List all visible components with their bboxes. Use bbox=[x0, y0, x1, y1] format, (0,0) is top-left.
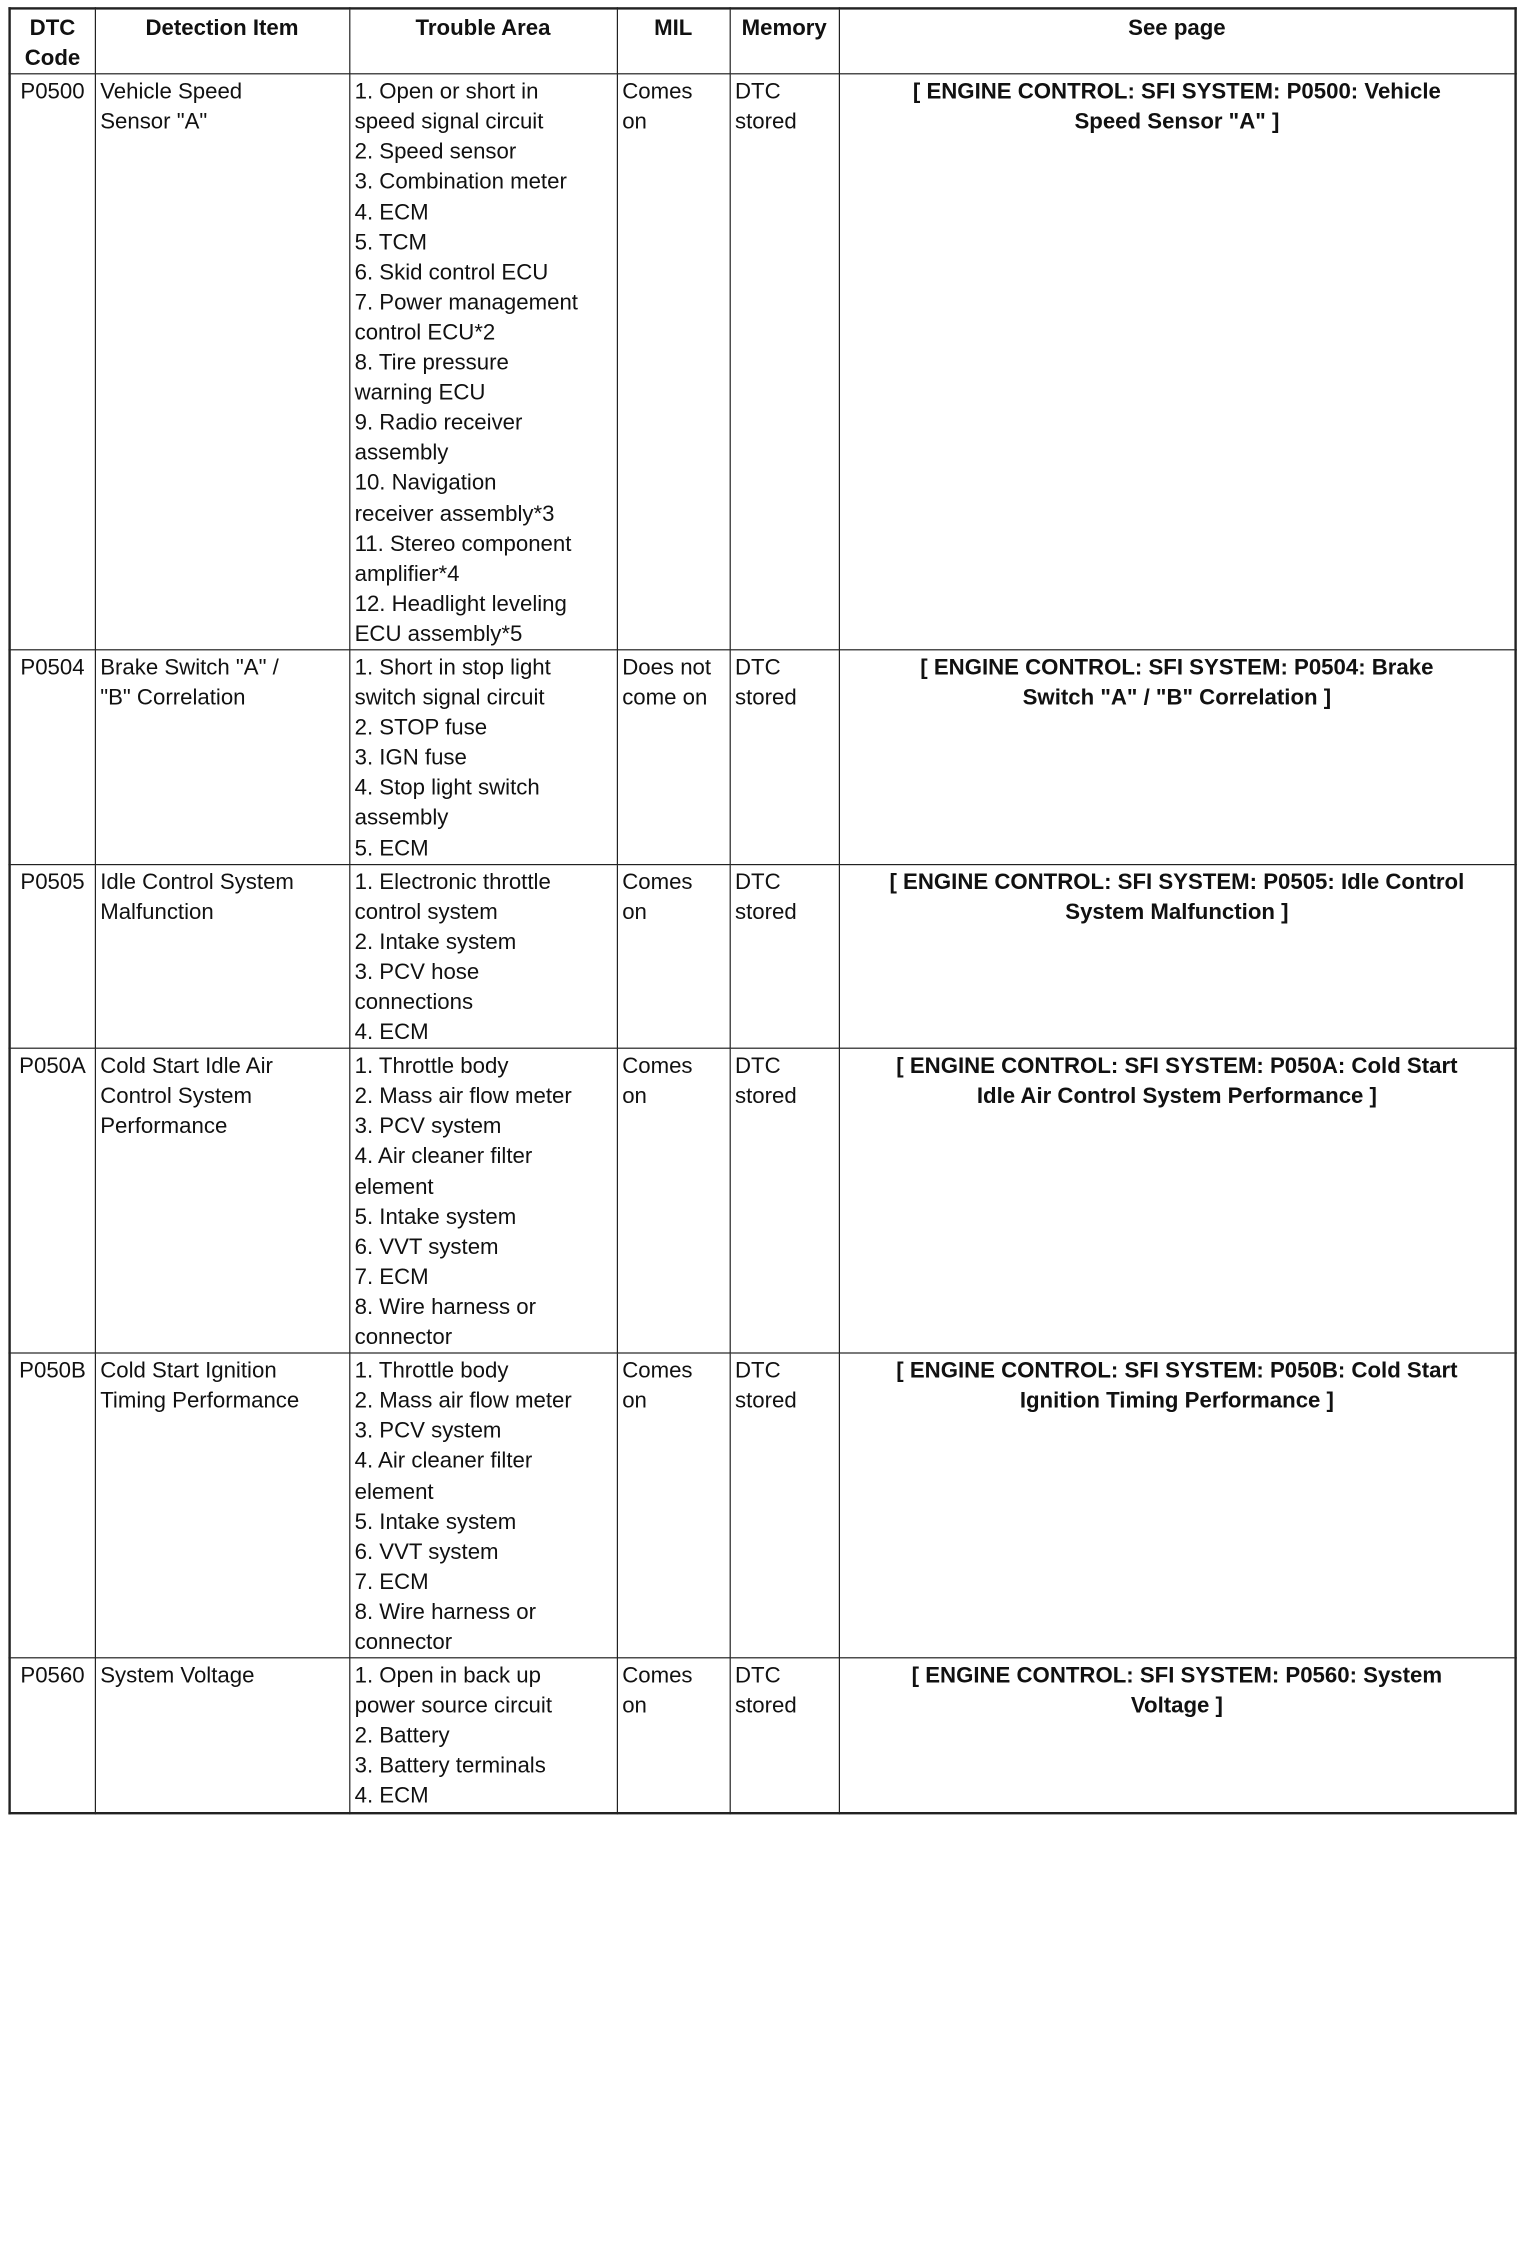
header-dtc-code-line-1: DTC bbox=[29, 14, 76, 40]
trouble-area-cell-line: power source circuit bbox=[354, 1692, 553, 1718]
trouble-area-cell-line: 10. Navigation bbox=[354, 469, 497, 495]
trouble-area-cell-line: 3. PCV system bbox=[354, 1417, 502, 1443]
memory-cell-line: DTC bbox=[735, 78, 781, 104]
dtc-code-cell bbox=[10, 74, 95, 650]
memory-cell-line: stored bbox=[735, 1692, 797, 1718]
trouble-area-cell-line: connector bbox=[354, 1628, 453, 1654]
trouble-area-cell-line: 11. Stereo component bbox=[354, 529, 572, 556]
see-page-link-line: [ ENGINE CONTROL: SFI SYSTEM: P0505: Idle Control bbox=[889, 868, 1465, 894]
detection-item-cell-line: Vehicle Speed bbox=[100, 78, 243, 104]
trouble-area-cell-line: 1. Electronic throttle bbox=[354, 868, 551, 894]
trouble-area-cell-line: 3. Combination meter bbox=[354, 168, 567, 194]
trouble-area-cell-line: amplifier*4 bbox=[354, 560, 460, 586]
memory-cell-line: DTC bbox=[735, 1357, 781, 1383]
see-page-link-line: Switch "A" / "B" Correlation ] bbox=[1022, 684, 1332, 710]
trouble-area-cell-line: 5. TCM bbox=[354, 228, 427, 254]
trouble-area-cell-line: 4. ECM bbox=[354, 1018, 429, 1045]
header-memory: Memory bbox=[730, 8, 839, 74]
trouble-area-cell-line: control system bbox=[354, 898, 498, 924]
table-row bbox=[10, 1048, 1516, 1353]
trouble-area-cell-line: 2. STOP fuse bbox=[354, 714, 488, 740]
trouble-area-cell-line: connector bbox=[354, 1323, 453, 1349]
trouble-area-cell-line: 2. Mass air flow meter bbox=[354, 1387, 572, 1413]
see-page-link-line: Speed Sensor "A" ] bbox=[1074, 108, 1280, 134]
dtc-code-cell bbox=[10, 650, 95, 864]
detection-item-cell-line: Cold Start Idle Air bbox=[100, 1052, 273, 1078]
detection-item-cell-line: Control System bbox=[100, 1082, 252, 1108]
memory-cell bbox=[730, 1658, 839, 1813]
trouble-area-cell-line: 3. PCV system bbox=[354, 1112, 502, 1139]
see-page-link-line: [ ENGINE CONTROL: SFI SYSTEM: P0504: Brake bbox=[920, 653, 1434, 680]
dtc-code-cell-line: P0500 bbox=[20, 78, 85, 104]
trouble-area-cell-line: 4. Air cleaner filter bbox=[354, 1447, 533, 1473]
trouble-area-cell-line: 5. Intake system bbox=[354, 1203, 517, 1229]
see-page-link-line: [ ENGINE CONTROL: SFI SYSTEM: P0560: System bbox=[911, 1662, 1443, 1688]
trouble-area-cell-line: switch signal circuit bbox=[354, 684, 545, 710]
dtc-code-cell bbox=[10, 1353, 95, 1658]
header-detection-item: Detection Item bbox=[95, 8, 349, 74]
detection-item-cell-line: Performance bbox=[100, 1112, 228, 1139]
memory-cell bbox=[730, 864, 839, 1048]
detection-item-cell-line: System Voltage bbox=[100, 1662, 255, 1688]
mil-cell-line: on bbox=[622, 1387, 647, 1413]
trouble-area-cell-line: control ECU*2 bbox=[354, 319, 496, 345]
header-mil: MIL bbox=[617, 8, 730, 74]
detection-item-cell-line: Cold Start Ignition bbox=[100, 1357, 277, 1383]
mil-cell-line: Comes bbox=[622, 1662, 693, 1688]
table-body bbox=[10, 74, 1516, 1813]
see-page-link[interactable] bbox=[839, 1658, 1516, 1813]
trouble-area-cell-line: 8. Wire harness or bbox=[354, 1598, 536, 1624]
memory-cell-line: DTC bbox=[735, 1052, 781, 1078]
mil-cell-line: come on bbox=[622, 684, 708, 710]
see-page-link-line: [ ENGINE CONTROL: SFI SYSTEM: P050A: Cold Start bbox=[896, 1052, 1458, 1078]
memory-cell-line: stored bbox=[735, 684, 797, 710]
detection-item-cell bbox=[95, 864, 349, 1048]
header-dtc-code bbox=[10, 8, 95, 74]
detection-item-cell-line: Timing Performance bbox=[100, 1387, 300, 1413]
memory-cell bbox=[730, 1048, 839, 1353]
trouble-area-cell-line: 6. VVT system bbox=[354, 1538, 499, 1564]
trouble-area-cell bbox=[349, 74, 617, 650]
dtc-code-cell-line: P0560 bbox=[20, 1662, 85, 1688]
dtc-code-cell-line: P050A bbox=[19, 1052, 86, 1078]
trouble-area-cell-line: 6. Skid control ECU bbox=[354, 258, 549, 285]
memory-cell-line: stored bbox=[735, 108, 797, 134]
see-page-link[interactable] bbox=[839, 1353, 1516, 1658]
detection-item-cell-line: "B" Correlation bbox=[100, 684, 246, 710]
trouble-area-cell-line: 8. Wire harness or bbox=[354, 1293, 536, 1319]
trouble-area-cell-line: 3. PCV hose bbox=[354, 958, 480, 984]
trouble-area-cell-line: 4. ECM bbox=[354, 1782, 429, 1808]
trouble-area-cell bbox=[349, 864, 617, 1048]
see-page-link[interactable] bbox=[839, 74, 1516, 650]
trouble-area-cell-line: 5. ECM bbox=[354, 834, 429, 860]
mil-cell bbox=[617, 1048, 730, 1353]
trouble-area-cell-line: 1. Throttle body bbox=[354, 1052, 509, 1078]
trouble-area-cell-line: 5. Intake system bbox=[354, 1507, 517, 1534]
dtc-code-cell-line: P0505 bbox=[20, 868, 85, 894]
see-page-link-line: Voltage ] bbox=[1130, 1692, 1223, 1718]
trouble-area-cell-line: 1. Throttle body bbox=[354, 1357, 509, 1383]
see-page-link-line: [ ENGINE CONTROL: SFI SYSTEM: P0500: Vehicle bbox=[912, 78, 1441, 104]
memory-cell-line: DTC bbox=[735, 868, 781, 894]
detection-item-cell-line: Malfunction bbox=[100, 898, 214, 924]
detection-item-cell bbox=[95, 1048, 349, 1353]
trouble-area-cell-line: 4. Air cleaner filter bbox=[354, 1142, 533, 1169]
trouble-area-cell-line: element bbox=[354, 1477, 434, 1503]
mil-cell-line: on bbox=[622, 1082, 647, 1108]
mil-cell-line: Comes bbox=[622, 868, 693, 894]
trouble-area-cell-line: 2. Speed sensor bbox=[354, 138, 517, 164]
see-page-link-line: Ignition Timing Performance ] bbox=[1019, 1387, 1334, 1413]
dtc-table bbox=[8, 7, 1516, 1814]
mil-cell-line: Comes bbox=[622, 1052, 693, 1078]
trouble-area-cell-line: 3. IGN fuse bbox=[354, 744, 467, 770]
trouble-area-cell-line: 4. ECM bbox=[354, 198, 429, 224]
trouble-area-cell-line: 1. Open or short in bbox=[354, 78, 539, 104]
trouble-area-cell-line: assembly bbox=[354, 804, 449, 830]
table-row bbox=[10, 74, 1516, 650]
detection-item-cell bbox=[95, 74, 349, 650]
memory-cell-line: DTC bbox=[735, 1662, 781, 1688]
detection-item-cell bbox=[95, 1353, 349, 1658]
memory-cell-line: stored bbox=[735, 898, 797, 924]
memory-cell bbox=[730, 1353, 839, 1658]
trouble-area-cell-line: 2. Mass air flow meter bbox=[354, 1082, 572, 1108]
table-row bbox=[10, 1658, 1516, 1813]
trouble-area-cell-line: 4. Stop light switch bbox=[354, 774, 540, 800]
see-page-link-line: [ ENGINE CONTROL: SFI SYSTEM: P050B: Cold Start bbox=[896, 1357, 1458, 1383]
dtc-code-cell-line: P050B bbox=[19, 1357, 86, 1383]
memory-cell bbox=[730, 650, 839, 864]
trouble-area-cell-line: 8. Tire pressure bbox=[354, 349, 509, 375]
see-page-link[interactable] bbox=[839, 1048, 1516, 1353]
mil-cell-line: on bbox=[622, 898, 647, 924]
trouble-area-cell-line: 7. ECM bbox=[354, 1568, 429, 1594]
mil-cell-line: Comes bbox=[622, 1357, 693, 1383]
trouble-area-cell-line: speed signal circuit bbox=[354, 108, 544, 134]
table-row bbox=[10, 1353, 1516, 1658]
trouble-area-cell bbox=[349, 1353, 617, 1658]
header-row bbox=[10, 8, 1516, 74]
see-page-link[interactable] bbox=[839, 650, 1516, 864]
see-page-link-line: System Malfunction ] bbox=[1065, 898, 1289, 924]
mil-cell bbox=[617, 650, 730, 864]
detection-item-cell bbox=[95, 650, 349, 864]
mil-cell bbox=[617, 1658, 730, 1813]
trouble-area-cell-line: warning ECU bbox=[354, 379, 486, 405]
header-trouble-area: Trouble Area bbox=[349, 8, 617, 74]
table-row bbox=[10, 650, 1516, 864]
trouble-area-cell-line: 1. Open in back up bbox=[354, 1662, 541, 1688]
trouble-area-cell-line: 12. Headlight leveling bbox=[354, 590, 567, 616]
table-row bbox=[10, 864, 1516, 1048]
detection-item-cell-line: Brake Switch "A" / bbox=[100, 653, 279, 680]
trouble-area-cell-line: connections bbox=[354, 988, 474, 1015]
trouble-area-cell bbox=[349, 650, 617, 864]
mil-cell-line: Does not bbox=[622, 653, 712, 680]
memory-cell-line: stored bbox=[735, 1082, 797, 1108]
trouble-area-cell-line: 2. Intake system bbox=[354, 928, 517, 954]
mil-cell-line: on bbox=[622, 1692, 647, 1718]
header-dtc-code-line-2: Code bbox=[24, 44, 81, 70]
trouble-area-cell-line: ECU assembly*5 bbox=[354, 620, 523, 646]
table-header bbox=[10, 8, 1516, 74]
mil-cell-line: on bbox=[622, 108, 647, 134]
dtc-code-cell bbox=[10, 1048, 95, 1353]
trouble-area-cell-line: 7. Power management bbox=[354, 289, 578, 315]
memory-cell bbox=[730, 74, 839, 650]
memory-cell-line: DTC bbox=[735, 653, 781, 680]
dtc-code-cell bbox=[10, 1658, 95, 1813]
mil-cell bbox=[617, 864, 730, 1048]
mil-cell bbox=[617, 1353, 730, 1658]
trouble-area-cell bbox=[349, 1048, 617, 1353]
trouble-area-cell-line: 2. Battery bbox=[354, 1722, 450, 1748]
header-see-page: See page bbox=[839, 8, 1516, 74]
dtc-code-cell bbox=[10, 864, 95, 1048]
trouble-area-cell-line: 3. Battery terminals bbox=[354, 1752, 546, 1778]
memory-cell-line: stored bbox=[735, 1387, 797, 1413]
trouble-area-cell-line: receiver assembly*3 bbox=[354, 499, 555, 525]
see-page-link[interactable] bbox=[839, 864, 1516, 1048]
detection-item-cell-line: Idle Control System bbox=[100, 868, 294, 894]
trouble-area-cell-line: element bbox=[354, 1173, 434, 1199]
trouble-area-cell-line: 1. Short in stop light bbox=[354, 653, 551, 680]
detection-item-cell-line: Sensor "A" bbox=[100, 108, 208, 134]
see-page-link-line: Idle Air Control System Performance ] bbox=[976, 1082, 1377, 1108]
trouble-area-cell-line: 9. Radio receiver bbox=[354, 409, 523, 435]
mil-cell bbox=[617, 74, 730, 650]
trouble-area-cell-line: assembly bbox=[354, 439, 449, 465]
trouble-area-cell bbox=[349, 1658, 617, 1813]
mil-cell-line: Comes bbox=[622, 78, 693, 104]
dtc-code-cell-line: P0504 bbox=[20, 653, 85, 680]
detection-item-cell bbox=[95, 1658, 349, 1813]
trouble-area-cell-line: 6. VVT system bbox=[354, 1233, 499, 1259]
trouble-area-cell-line: 7. ECM bbox=[354, 1263, 429, 1289]
